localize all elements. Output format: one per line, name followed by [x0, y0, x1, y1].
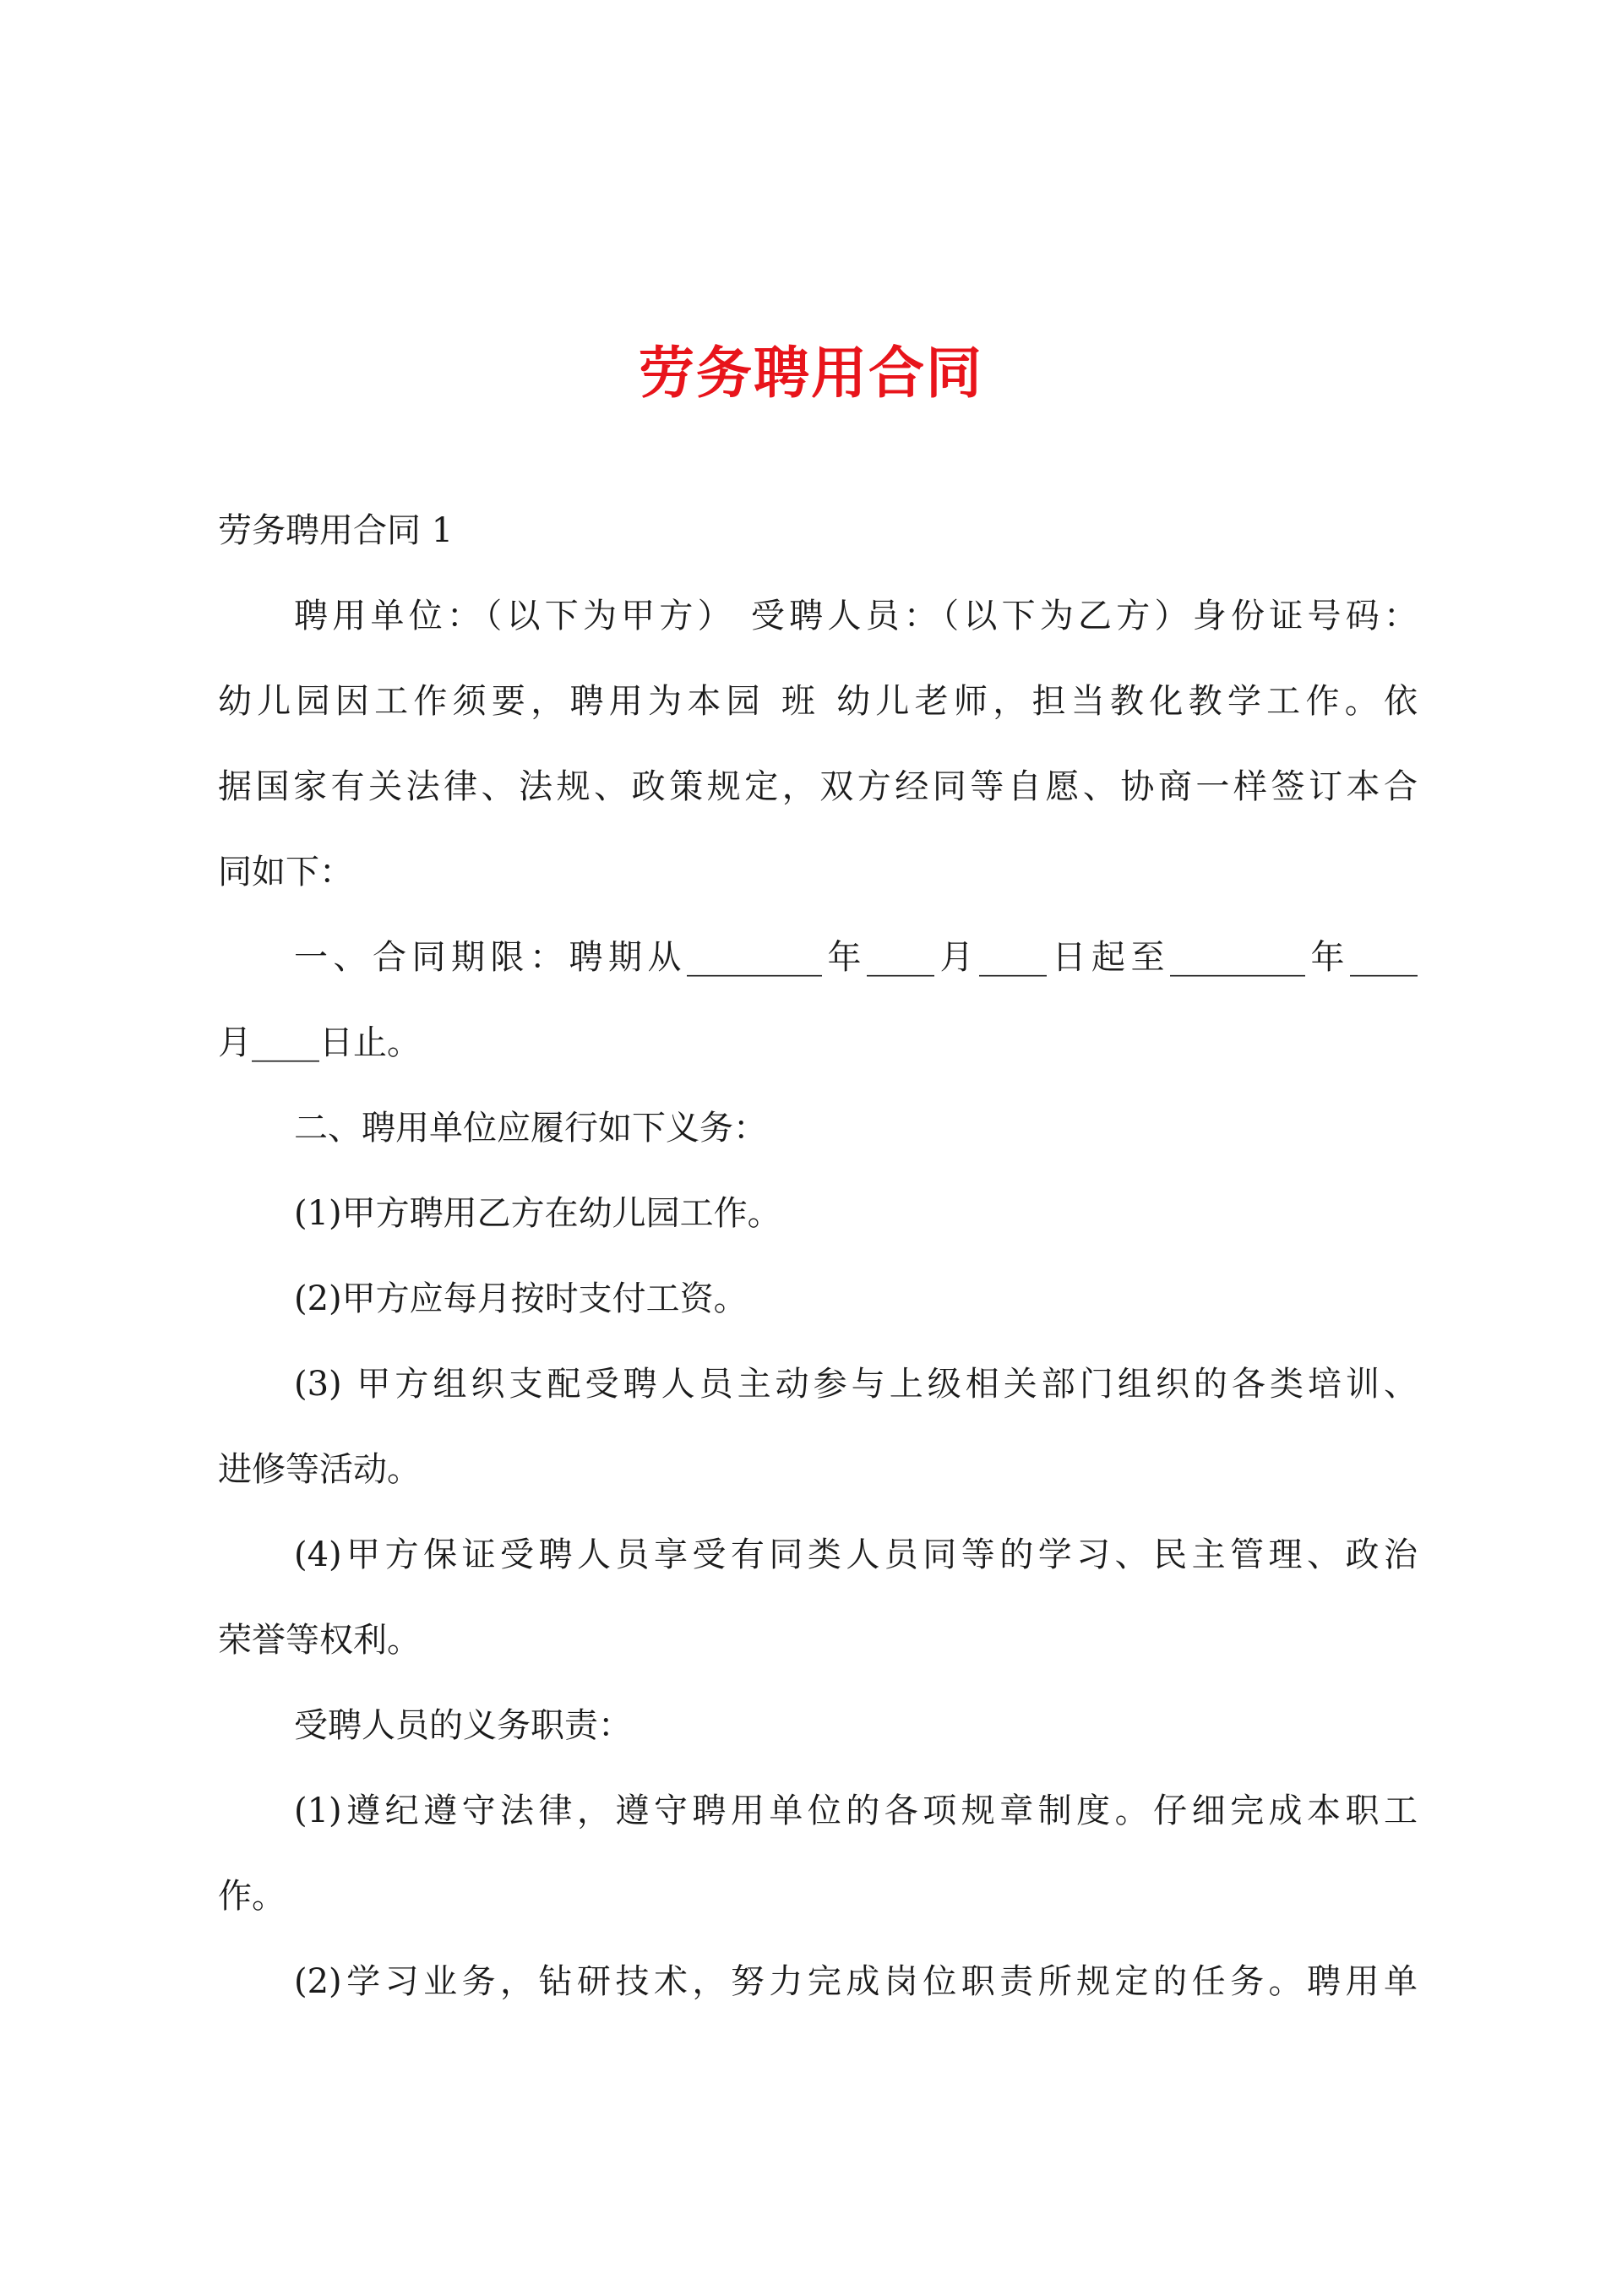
- paragraph-line: 同如下：: [218, 853, 353, 892]
- paragraph-line: (3) 甲方组织支配受聘人员主动参与上级相关部门组织的各类培训、: [294, 1365, 1418, 1404]
- document-title: 劳务聘用合同: [639, 340, 983, 406]
- paragraph-line: 幼儿园因工作须要，聘用为本园 班 幼儿老师，担当教化教学工作。依: [218, 682, 1418, 721]
- paragraph-line: (4)甲方保证受聘人员享受有同类人员同等的学习、民主管理、政治: [294, 1535, 1418, 1574]
- paragraph-line: (2)学习业务，钻研技术，努力完成岗位职责所规定的任务。聘用单: [294, 1962, 1418, 2001]
- paragraph-line: 作。: [218, 1877, 286, 1916]
- paragraph-line: 据国家有关法律、法规、政策规定，双方经同等自愿、协商一样签订本合: [218, 767, 1418, 806]
- section-heading: 劳务聘用合同 1: [218, 511, 454, 550]
- paragraph-line: (1)甲方聘用乙方在幼儿园工作。: [294, 1194, 781, 1233]
- paragraph-line: 进修等活动。: [218, 1450, 421, 1489]
- paragraph-line: 月____日止。: [218, 1023, 421, 1062]
- paragraph-line: 一、合同期限：聘期从________年____月____日起至________年____: [294, 938, 1418, 977]
- paragraph-line: (1)遵纪遵守法律，遵守聘用单位的各项规章制度。仔细完成本职工: [294, 1792, 1418, 1830]
- document-body: [218, 488, 1418, 2025]
- paragraph-line: 受聘人员的义务职责：: [294, 1706, 632, 1745]
- paragraph-line: (2)甲方应每月按时支付工资。: [294, 1279, 748, 1318]
- paragraph-line: 二、聘用单位应履行如下义务：: [294, 1109, 767, 1148]
- paragraph-line: 聘用单位：（以下为甲方） 受聘人员：（以下为乙方）身份证号码：: [294, 597, 1418, 635]
- paragraph-line: 荣誉等权利。: [218, 1621, 421, 1660]
